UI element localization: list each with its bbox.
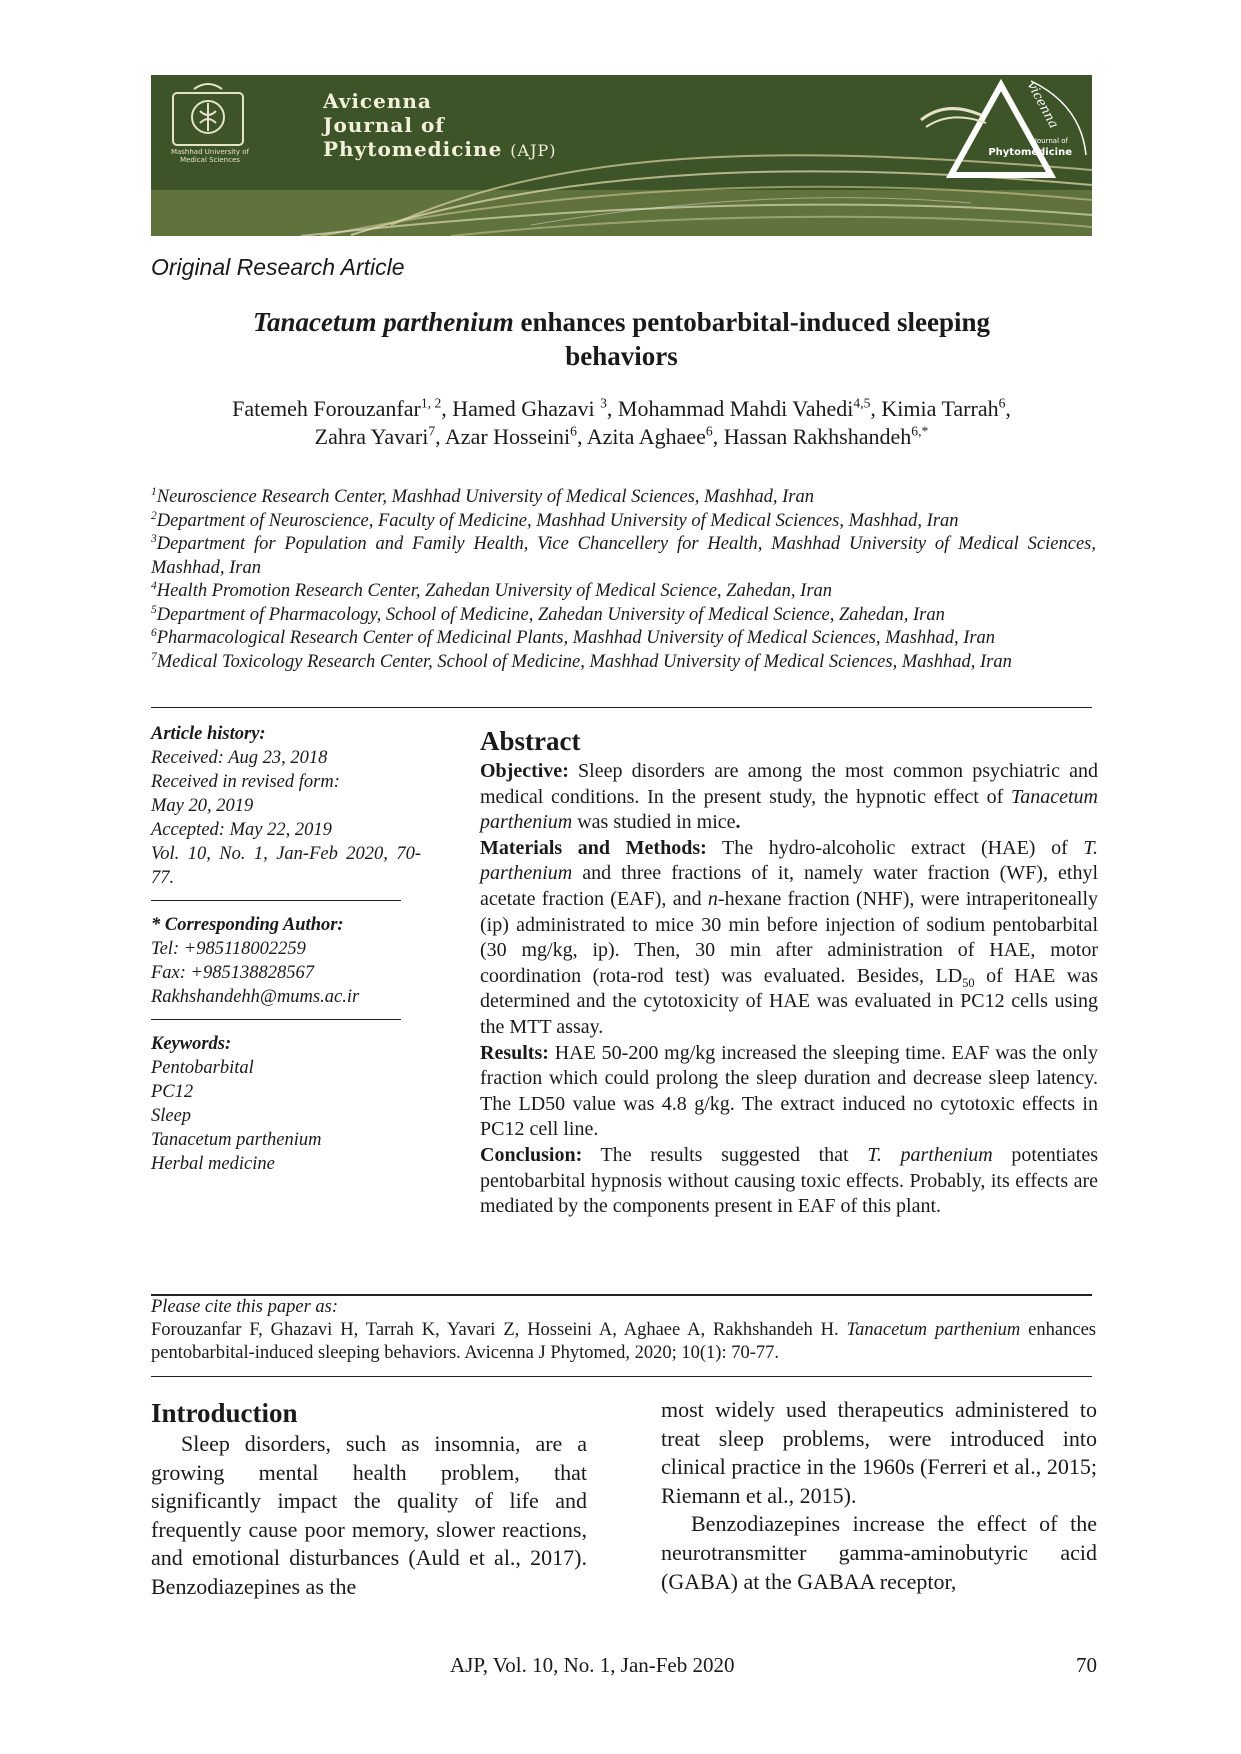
title-rest: enhances pentobarbital-induced sleeping [520, 307, 991, 337]
author-separator: , [576, 424, 587, 449]
affiliation [151, 510, 1096, 534]
citation-rest: enhances pentobarbital-induced sleeping behaviors. Avicenna J Phytomed, 2020; 10(1): 70-77. [151, 1320, 1096, 1363]
author: Azar Hosseini [444, 424, 571, 449]
abstract-objective [480, 759, 1098, 836]
author-separator: , [712, 424, 724, 449]
banner-journal-abbr: (AJP) [510, 141, 557, 160]
correspondence-tel: Tel: +985118002259 [151, 939, 306, 959]
affiliation-number: 4 [151, 579, 157, 592]
correspondence-heading: * Corresponding Author: [151, 915, 344, 935]
abstract-conclusion [480, 1143, 1098, 1220]
citation-species: Tanacetum parthenium [846, 1320, 1021, 1340]
author-affil-ref: 4,5 [853, 395, 871, 411]
history-received: Received: Aug 23, 2018 [151, 748, 328, 768]
affiliation [151, 604, 1096, 628]
history-revised-date: May 20, 2019 [151, 796, 254, 816]
keyword: Tanacetum parthenium [151, 1130, 322, 1150]
introduction-paragraph-continued: most widely used therapeutics administered to treat sleep problems, were introduced into clinical practice in the 1960s (Ferreri et al., 2015; Riemann et al., 2015). [661, 1397, 1097, 1508]
methods-n-prefix: n [707, 887, 718, 910]
paper-title [151, 305, 1092, 373]
author-affil-ref: 6 [998, 395, 1006, 411]
section-divider [151, 707, 1092, 708]
methods-text: and three fractions of it, namely water fraction (WF), ethyl acetate fraction (EAF), and [480, 862, 1098, 910]
author-affil-ref: 1, 2 [420, 395, 442, 411]
citation-text [151, 1319, 1096, 1365]
conclusion-text: potentiates pentobarbital hypnosis without causing toxic effects. Probably, its effects are mediated by the components present in EAF of this plant. [480, 1143, 1099, 1218]
author-affil-ref: 6 [570, 423, 577, 439]
affiliation [151, 533, 1096, 580]
keyword: Pentobarbital [151, 1058, 254, 1078]
author-separator: , [870, 396, 882, 421]
title-species: Tanacetum parthenium [252, 307, 514, 337]
history-volume: Vol. 10, No. 1, Jan-Feb 2020, 70-77. [151, 844, 421, 888]
affiliation-number: 5 [151, 603, 157, 616]
author: Mohammad Mahdi Vahedi [617, 396, 854, 421]
university-seal-caption: Mashhad University of Medical Sciences [170, 148, 250, 164]
banner-journal-line2: Journal of [323, 113, 445, 137]
affiliation-number: 3 [151, 532, 157, 545]
conclusion-species: T. parthenium [867, 1143, 993, 1166]
author-affil-ref: 6,* [911, 423, 929, 439]
journal-banner [151, 75, 1092, 236]
correspondence-email[interactable]: Rakhshandehh@mums.ac.ir [151, 987, 360, 1007]
banner-journal-line3: Phytomedicine [323, 137, 503, 161]
affiliation-number: 7 [151, 650, 157, 663]
history-revised-label: Received in revised form: [151, 772, 340, 792]
citation-box [151, 1296, 1096, 1365]
keyword: Sleep [151, 1106, 192, 1126]
author: Hassan Rakhshandeh [723, 424, 912, 449]
affiliation-number: 1 [151, 485, 157, 498]
affiliation-text: Department of Neuroscience, Faculty of Medicine, Mashhad University of Medical Sciences, Mashhad, Iran [156, 510, 959, 531]
affiliation-number: 6 [151, 626, 157, 639]
logo-caption-small: Journal of [1034, 137, 1068, 145]
author: Azita Aghaee [586, 424, 706, 449]
author-separator: , [606, 396, 618, 421]
keyword: Herbal medicine [151, 1154, 275, 1174]
affiliation-text: Pharmacological Research Center of Medicinal Plants, Mashhad University of Medical Sciences, Mashhad, Iran [156, 628, 996, 648]
section-divider [151, 1376, 1092, 1377]
affiliation [151, 651, 1096, 675]
sidebar-divider [151, 900, 401, 901]
author: Kimia Tarrah [881, 396, 999, 421]
author-separator: , [441, 396, 453, 421]
body-column-left [151, 1396, 587, 1602]
author-affil-ref: 3 [600, 395, 607, 411]
keyword: PC12 [151, 1082, 194, 1102]
objective-text: Sleep disorders are among the most common psychiatric and medical conditions. In the present study, the hypnotic effect of [480, 760, 1098, 808]
citation-label: Please cite this paper as: [151, 1297, 339, 1317]
abstract-methods [480, 836, 1098, 1041]
methods-species: T. parthenium [480, 836, 1098, 885]
history-heading: Article history: [151, 724, 266, 744]
objective-text-end: was studied in mice [572, 811, 736, 834]
methods-text: The hydro-alcoholic extract (HAE) of [706, 836, 1084, 859]
logo-caption-name: Phytomedicine [988, 147, 1072, 158]
author-separator: , [435, 424, 445, 449]
results-text: HAE 50-200 mg/kg increased the sleeping time. EAF was the only fraction which could prolong the sleep duration and decrease sleep latency. The LD50 value was 4.8 g/kg. The extract induced no cytotoxic effects in PC12 cell line. [480, 1041, 1098, 1141]
objective-species: Tanacetum parthenium [480, 785, 1098, 834]
methods-label: Materials and Methods: [480, 836, 707, 859]
results-label: Results: [480, 1041, 549, 1064]
methods-text: of HAE was determined and the cytotoxicity of HAE was evaluated in PC12 cells using the MTT assay. [480, 964, 1098, 1038]
banner-artwork [151, 75, 1092, 236]
author: Hamed Ghazavi [452, 396, 601, 421]
author: Fatemeh Forouzanfar [232, 396, 421, 421]
affiliation-text: Medical Toxicology Research Center, School of Medicine, Mashhad University of Medical Sciences, Mashhad, Iran [156, 651, 1012, 672]
keywords-heading: Keywords: [151, 1034, 232, 1054]
article-type: Original Research Article [151, 254, 405, 280]
ld50-subscript: 50 [962, 975, 975, 990]
logo-arc-text: vicenna [1023, 79, 1061, 132]
abstract-results [480, 1041, 1098, 1143]
page-number: 70 [1076, 1653, 1097, 1677]
author: Zahra Yavari [314, 424, 429, 449]
introduction-heading: Introduction [151, 1398, 298, 1428]
affiliation-text: Department for Population and Family Health, Vice Chancellery for Health, Mashhad University of Medical Sciences, Mashhad, Iran [151, 534, 1096, 578]
introduction-paragraph: Benzodiazepines increase the effect of the neurotransmitter gamma-aminobutyric acid (GABA) at the GABAA receptor, [661, 1511, 1097, 1594]
author-separator: , [1005, 396, 1011, 421]
objective-period: . [735, 811, 741, 834]
sidebar-divider [151, 1019, 401, 1020]
article-info-sidebar [151, 722, 421, 1176]
methods-text: -hexane fraction (NHF), were intraperitoneally (ip) administrated to mice 30 min before injection of sodium pentobarbital (30 mg/kg, ip). Then, 30 min after administration of HAE, motor coordination (rota-rod test) was evaluated. Besides, LD [480, 887, 1098, 987]
affiliation-text: Health Promotion Research Center, Zahedan University of Medical Science, Zahedan, Iran [156, 581, 833, 601]
affiliation [151, 486, 1096, 510]
author-affil-ref: 6 [705, 423, 713, 439]
affiliation-text: Department of Pharmacology, School of Medicine, Zahedan University of Medical Science, Zahedan, Iran [156, 604, 945, 625]
affiliation-number: 2 [151, 509, 157, 522]
conclusion-text: The results suggested that [582, 1143, 868, 1166]
correspondence-fax: Fax: +985138828567 [151, 963, 315, 983]
abstract-heading: Abstract [480, 726, 581, 756]
history-accepted: Accepted: May 22, 2019 [151, 820, 332, 840]
affiliation [151, 627, 1096, 651]
affiliation-text: Neuroscience Research Center, Mashhad University of Medical Sciences, Mashhad, Iran [156, 487, 815, 507]
introduction-paragraph: Sleep disorders, such as insomnia, are a growing mental health problem, that significantly impact the quality of life and frequently cause poor memory, slower reactions, and emotional disturbances (Auld et al., 2017). Benzodiazepines as the [151, 1431, 587, 1599]
author-list [151, 395, 1092, 451]
abstract [480, 725, 1098, 1220]
page-footer-journal: AJP, Vol. 10, No. 1, Jan-Feb 2020 [450, 1653, 735, 1677]
title-line2: behaviors [565, 341, 678, 371]
affiliations [151, 486, 1096, 674]
conclusion-label: Conclusion: [480, 1143, 583, 1166]
banner-journal-line1: Avicenna [323, 89, 432, 113]
objective-label: Objective: [480, 760, 569, 782]
affiliation [151, 580, 1096, 604]
body-column-right [661, 1396, 1097, 1596]
citation-authors: Forouzanfar F, Ghazavi H, Tarrah K, Yavari Z, Hosseini A, Aghaee A, Rakhshandeh H. [151, 1320, 847, 1340]
author-affil-ref: 7 [428, 423, 436, 439]
